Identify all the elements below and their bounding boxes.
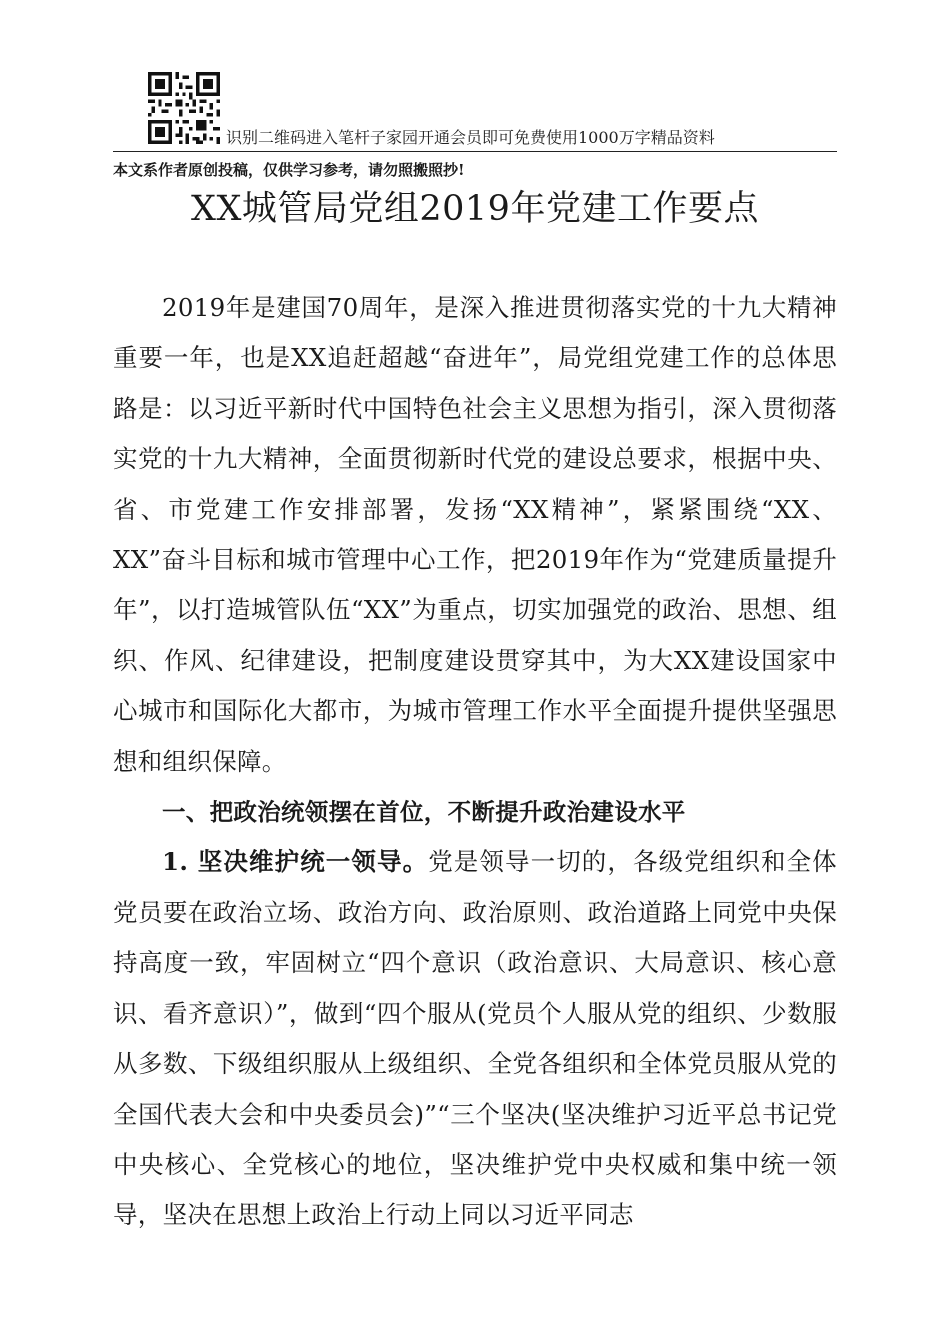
header-divider [113, 151, 837, 152]
item-paragraph [113, 837, 837, 1240]
qr-code-icon [148, 72, 220, 144]
header-promo-text: 识别二维码进入笔杆子家园开通会员即可免费使用1000万字精品资料 [226, 128, 715, 147]
item-lead: 1. 坚决维护统一领导。 [162, 847, 429, 877]
document-body [113, 283, 837, 1241]
item-text: 党是领导一切的，各级党组织和全体党员要在政治立场、政治方向、政治原则、政治道路上同党中央保持高度一致，牢固树立“四个意识（政治意识、大局意识、核心意识、看齐意识）”，做到“四个服从(党员个人服从党的组织、少数服从多数、下级组织服从上级组织、全党各组织和全体党员服从党的全国代表大会和中央委员会)”“三个坚决(坚决维护习近平总书记党中央核心、全党核心的地位，坚决维护党中央权威和集中统一领导，坚决在思想上政治上行动上同以习近平同志 [113, 847, 837, 1230]
document-title: XX城管局党组2019年党建工作要点 [191, 189, 759, 229]
intro-paragraph: 2019年是建国70周年，是深入推进贯彻落实党的十九大精神重要一年，也是XX追赶超越“奋进年”，局党组党建工作的总体思路是：以习近平新时代中国特色社会主义思想为指引，深入贯彻落实党的十九大精神，全面贯彻新时代党的建设总要求，根据中央、省、市党建工作安排部署，发扬“XX精神”，紧紧围绕“XX、XX”奋斗目标和城市管理中心工作，把2019年作为“党建质量提升年”，以打造城管队伍“XX”为重点，切实加强党的政治、思想、组织、作风、纪律建设，把制度建设贯穿其中，为大XX建设国家中心城市和国际化大都市，为城市管理工作水平全面提升提供坚强思想和组织保障。 [113, 293, 837, 776]
section-heading: 一、把政治统领摆在首位，不断提升政治建设水平 [162, 798, 686, 827]
disclaimer-text: 本文系作者原创投稿，仅供学习参考，请勿照搬照抄! [113, 161, 465, 179]
